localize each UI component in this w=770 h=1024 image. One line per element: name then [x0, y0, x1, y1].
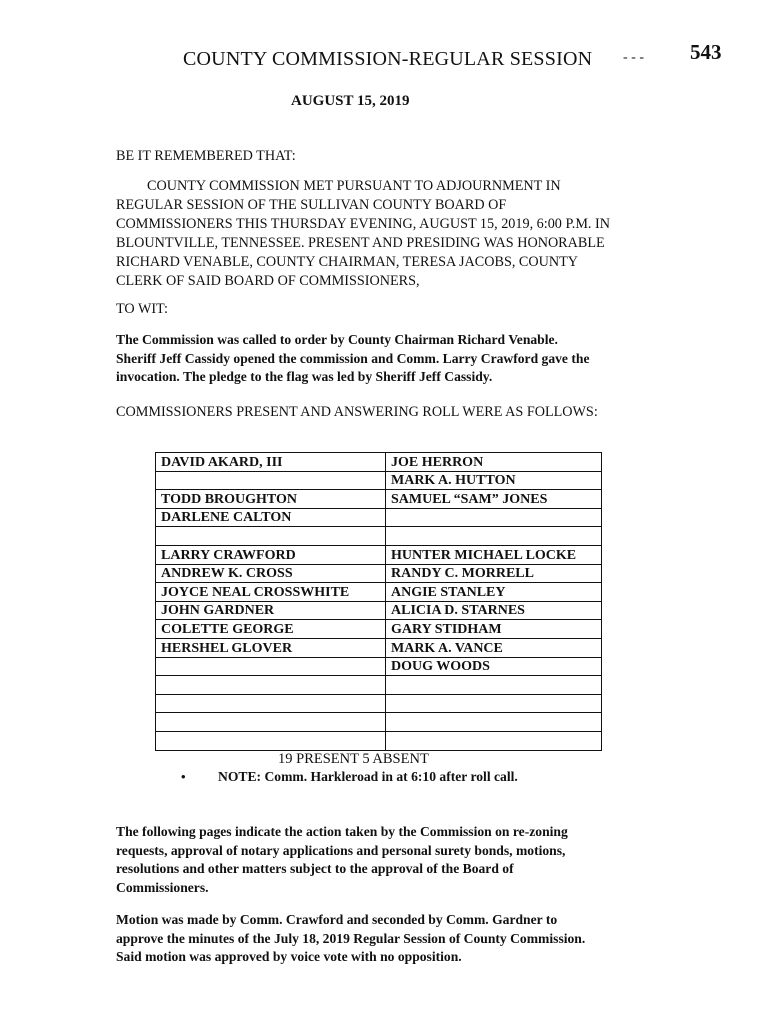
- roster-cell-right: ANGIE STANLEY: [386, 583, 602, 602]
- roster-cell-left: ANDREW K. CROSS: [156, 564, 386, 583]
- roster-cell-right: [386, 527, 602, 546]
- roster-row: [156, 713, 602, 732]
- header-dashes: - - -: [623, 50, 644, 65]
- intro-line: CLERK OF SAID BOARD OF COMMISSIONERS,: [116, 273, 420, 289]
- roster-cell-right: SAMUEL “SAM” JONES: [386, 490, 602, 509]
- following-line: Commissioners.: [116, 879, 209, 895]
- roster-cell-left: [156, 676, 386, 695]
- intro-line: RICHARD VENABLE, COUNTY CHAIRMAN, TERESA JACOBS, COUNTY: [116, 254, 579, 270]
- motion-line: approve the minutes of the July 18, 2019 Regular Session of County Commission.: [116, 930, 586, 946]
- to-wit: TO WIT:: [116, 301, 168, 317]
- roster-cell-left: LARRY CRAWFORD: [156, 545, 386, 564]
- roster-row: [156, 676, 602, 695]
- opening-line: invocation. The pledge to the flag was led by Sheriff Jeff Cassidy.: [116, 369, 493, 384]
- roster-row: [156, 694, 602, 713]
- roster-cell-left: DAVID AKARD, III: [156, 453, 386, 472]
- motion-line: Said motion was approved by voice vote with no opposition.: [116, 949, 462, 964]
- opening-paragraph: [116, 331, 589, 387]
- roster-cell-right: [386, 508, 602, 527]
- intro-paragraph: [116, 177, 676, 291]
- roster-cell-left: HERSHEL GLOVER: [156, 638, 386, 657]
- roster-cell-left: [156, 471, 386, 490]
- roster-cell-right: [386, 731, 602, 750]
- roster-row: [156, 601, 602, 620]
- intro-line: COUNTY COMMISSION MET PURSUANT TO ADJOURNMENT IN: [147, 178, 561, 194]
- roster-row: [156, 638, 602, 657]
- roster-row: [156, 471, 602, 490]
- attendance-tally: 19 PRESENT 5 ABSENT: [278, 751, 429, 767]
- roster-cell-right: JOE HERRON: [386, 453, 602, 472]
- roster-cell-right: RANDY C. MORRELL: [386, 564, 602, 583]
- roster-cell-right: DOUG WOODS: [386, 657, 602, 676]
- intro-line: COMMISSIONERS THIS THURSDAY EVENING, AUGUST 15, 2019, 6:00 P.M. IN: [116, 216, 610, 232]
- roster-cell-left: DARLENE CALTON: [156, 508, 386, 527]
- roster-cell-right: [386, 676, 602, 695]
- roster-cell-left: JOYCE NEAL CROSSWHITE: [156, 583, 386, 602]
- motion-line: Motion was made by Comm. Crawford and seconded by Comm. Gardner to: [116, 912, 558, 927]
- following-line: The following pages indicate the action taken by the Commission on re-zoning: [116, 824, 568, 839]
- roster-cell-right: ALICIA D. STARNES: [386, 601, 602, 620]
- roster-row: [156, 564, 602, 583]
- note-bullet-icon: •: [181, 769, 186, 784]
- intro-line: REGULAR SESSION OF THE SULLIVAN COUNTY BOARD OF: [116, 197, 507, 213]
- opening-line: The Commission was called to order by County Chairman Richard Venable.: [116, 332, 558, 347]
- roster-cell-right: MARK A. VANCE: [386, 638, 602, 657]
- roster-row: [156, 545, 602, 564]
- roster-cell-right: GARY STIDHAM: [386, 620, 602, 639]
- roll-call-note: NOTE: Comm. Harkleroad in at 6:10 after roll call.: [218, 769, 518, 784]
- page-number: 543: [690, 40, 722, 64]
- following-line: requests, approval of notary applications and personal surety bonds, motions,: [116, 842, 566, 858]
- roster-cell-left: [156, 694, 386, 713]
- roster-cell-left: [156, 713, 386, 732]
- following-line: resolutions and other matters subject to the approval of the Board of: [116, 861, 514, 876]
- roster-row: [156, 583, 602, 602]
- roster-cell-left: [156, 657, 386, 676]
- roster-row: [156, 490, 602, 509]
- roster-cell-right: [386, 694, 602, 713]
- opening-line: Sheriff Jeff Cassidy opened the commission and Comm. Larry Crawford gave the: [116, 350, 590, 366]
- roster-cell-left: [156, 527, 386, 546]
- page-title: COUNTY COMMISSION-REGULAR SESSION: [183, 48, 593, 70]
- roster-cell-right: MARK A. HUTTON: [386, 471, 602, 490]
- roster-row: [156, 620, 602, 639]
- motion-paragraph: [116, 911, 585, 967]
- roll-heading: COMMISSIONERS PRESENT AND ANSWERING ROLL WERE AS FOLLOWS:: [116, 404, 598, 420]
- roster-cell-left: JOHN GARDNER: [156, 601, 386, 620]
- intro-line: BLOUNTVILLE, TENNESSEE. PRESENT AND PRESIDING WAS HONORABLE: [116, 235, 605, 251]
- roster-row: [156, 527, 602, 546]
- be-it-remembered: BE IT REMEMBERED THAT:: [116, 148, 296, 164]
- session-date: AUGUST 15, 2019: [291, 93, 410, 109]
- roster-cell-right: [386, 713, 602, 732]
- commissioner-roster-table: [155, 452, 602, 751]
- roster-row: [156, 508, 602, 527]
- roster-cell-right: HUNTER MICHAEL LOCKE: [386, 545, 602, 564]
- roster-row: [156, 657, 602, 676]
- roster-cell-left: COLETTE GEORGE: [156, 620, 386, 639]
- roster-row: [156, 731, 602, 750]
- roster-cell-left: [156, 731, 386, 750]
- following-paragraph: [116, 823, 568, 897]
- roster-row: [156, 453, 602, 472]
- roster-cell-left: TODD BROUGHTON: [156, 490, 386, 509]
